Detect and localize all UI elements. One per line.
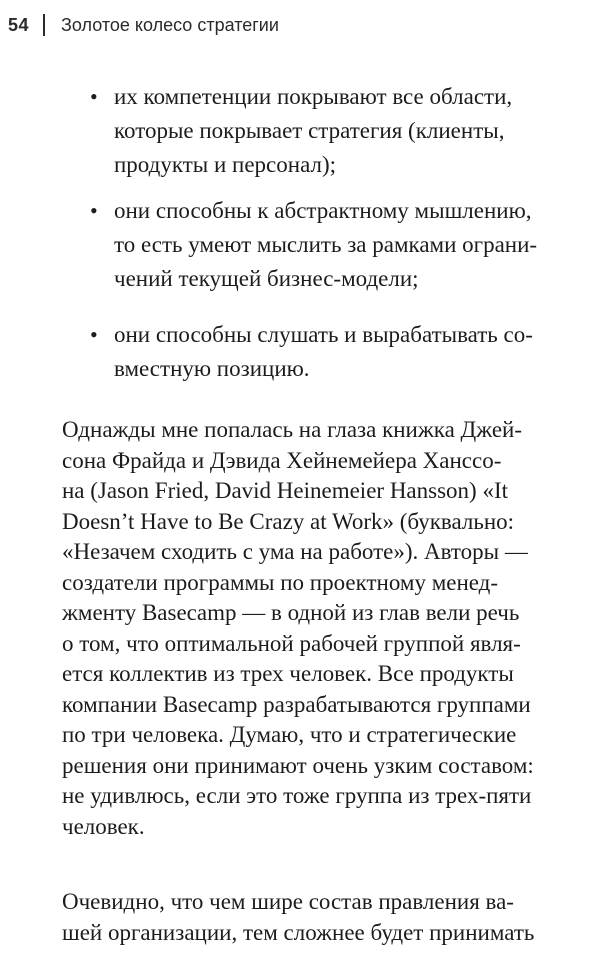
bullet-item (92, 80, 604, 182)
page-number: 54 (8, 14, 30, 35)
chapter-title: Золотое колесо стратегии (61, 14, 279, 35)
bullet-item (92, 318, 604, 386)
text-line: они способны к абстрактному мышлению, (114, 198, 532, 223)
text-line: не удивлюсь, если это тоже группа из трех-пяти (62, 783, 532, 808)
text-line: на (Jason Fried, David Heinemeier Hansson) «It (62, 478, 508, 503)
text-line: «Незачем сходить с ума на работе»). Авторы — (62, 539, 528, 564)
text-line: создатели программы по проектному менед- (62, 569, 499, 595)
bullet-icon: • (90, 322, 98, 347)
bullet-icon: • (90, 84, 98, 109)
text-line: Doesn’t Have to Be Crazy at Work» (буквально: (62, 508, 515, 534)
text-line: решения они принимают очень узким составом: (62, 752, 534, 778)
bullet-list (92, 80, 604, 398)
bullet-icon: • (90, 198, 98, 223)
running-header (8, 12, 279, 38)
text-line: продукты и персонал); (114, 152, 337, 177)
text-line: их компетенции покрывают все области, (114, 84, 513, 109)
text-line: сона Фрайда и Дэвида Хейнемейера Ханссо- (62, 447, 502, 473)
text-line: шей организации, тем сложнее будет принимать (62, 919, 535, 945)
text-line: Однажды мне попалась на глаза книжка Джей- (62, 417, 522, 442)
header-divider (43, 14, 45, 36)
text-line: которые покрывает стратегия (клиенты, (114, 118, 505, 143)
text-line: жменту Basecamp — в одной из глав вели речь (62, 600, 520, 625)
text-line: Очевидно, что чем шире состав правления ва- (62, 889, 514, 914)
text-line: они способны слушать и вырабатывать со- (114, 322, 533, 347)
text-line: человек. (62, 813, 145, 839)
text-line: компании Basecamp разрабатываются группами (62, 691, 531, 717)
text-line: то есть умеют мыслить за рамками ограни- (114, 232, 538, 257)
text-line: о том, что оптимальной рабочей группой явля- (62, 630, 521, 656)
body-paragraph (62, 415, 604, 842)
text-line: чений текущей бизнес-модели; (114, 266, 419, 291)
bullet-item (92, 194, 604, 296)
body-paragraph (62, 887, 604, 948)
text-line: по три человека. Думаю, что и стратегические (62, 722, 517, 747)
text-line: ется коллектив из трех человек. Все продукты (62, 661, 514, 686)
text-line: вместную позицию. (114, 356, 310, 381)
